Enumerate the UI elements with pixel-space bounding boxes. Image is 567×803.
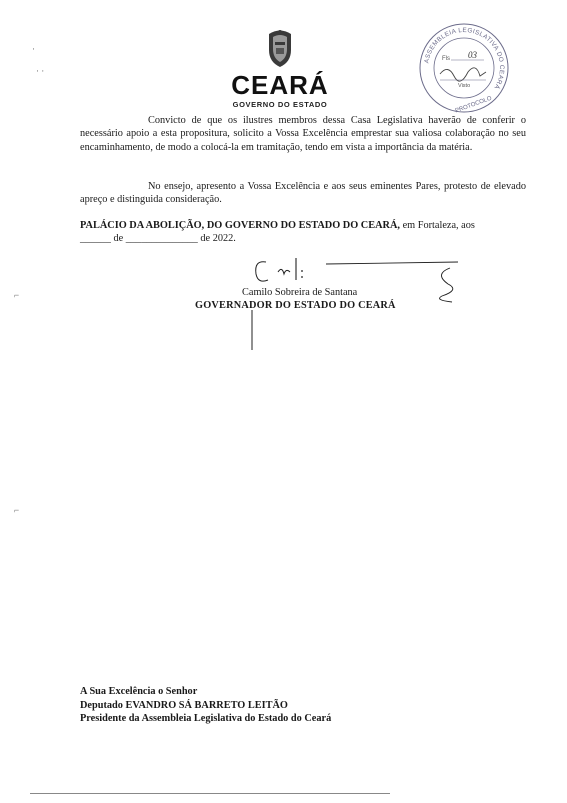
- date-line: ______ de ______________ de 2022.: [80, 233, 236, 245]
- scan-mark: ·: [32, 44, 35, 54]
- body-paragraph-2: No ensejo, apresento a Vossa Excelência e aos seus eminentes Pares, protesto de elevado apreço e distinguida consideração.: [80, 181, 526, 206]
- recipient-block: [80, 685, 331, 726]
- place-name: PALÁCIO DA ABOLIÇÃO, DO GOVERNO DO ESTADO DO CEARÁ,: [80, 220, 400, 231]
- body-paragraph-1: Convicto de que os ilustres membros dessa Casa Legislativa haverão de conferir o necessário apoio a esta propositura, solicito a Vossa Excelência emprestar sua valiosa colaboração no seu encaminhamento, de modo a colocá-la em tramitação, tendo em vista a importância da matéria.: [80, 115, 526, 153]
- scan-mark: ⌐: [14, 505, 20, 515]
- recipient-name: Deputado EVANDRO SÁ BARRETO LEITÃO: [80, 699, 288, 711]
- place-date-paragraph: [80, 219, 526, 246]
- signer-role: GOVERNADOR DO ESTADO DO CEARÁ: [195, 300, 396, 311]
- protocol-stamp: [418, 22, 510, 114]
- state-name: CEARÁ: [231, 70, 329, 100]
- place-city: em Fortaleza, aos: [400, 220, 475, 231]
- coat-of-arms-icon: [263, 28, 297, 68]
- signer-name: Camilo Sobreira de Santana: [242, 287, 358, 298]
- recipient-title: Presidente da Assembleia Legislativa do Estado do Ceará: [80, 713, 332, 724]
- page-bottom-divider: [30, 793, 390, 794]
- stamp-bottom-text: PROTOCOLO: [454, 95, 493, 114]
- stamp-visto-label: Visto: [458, 83, 471, 89]
- letterhead: [200, 28, 360, 109]
- recipient-salutation: A Sua Excelência o Senhor: [80, 686, 198, 697]
- scan-mark: ⌐: [14, 290, 20, 300]
- scan-mark: · ·: [36, 66, 45, 76]
- stamp-fls-label: Fls: [442, 56, 450, 62]
- state-subtitle: GOVERNO DO ESTADO: [232, 100, 328, 109]
- stamp-ring-text: ASSEMBLEIA LEGISLATIVA DO CEARÁ: [423, 26, 506, 91]
- stamp-fls-value: 03: [468, 50, 477, 60]
